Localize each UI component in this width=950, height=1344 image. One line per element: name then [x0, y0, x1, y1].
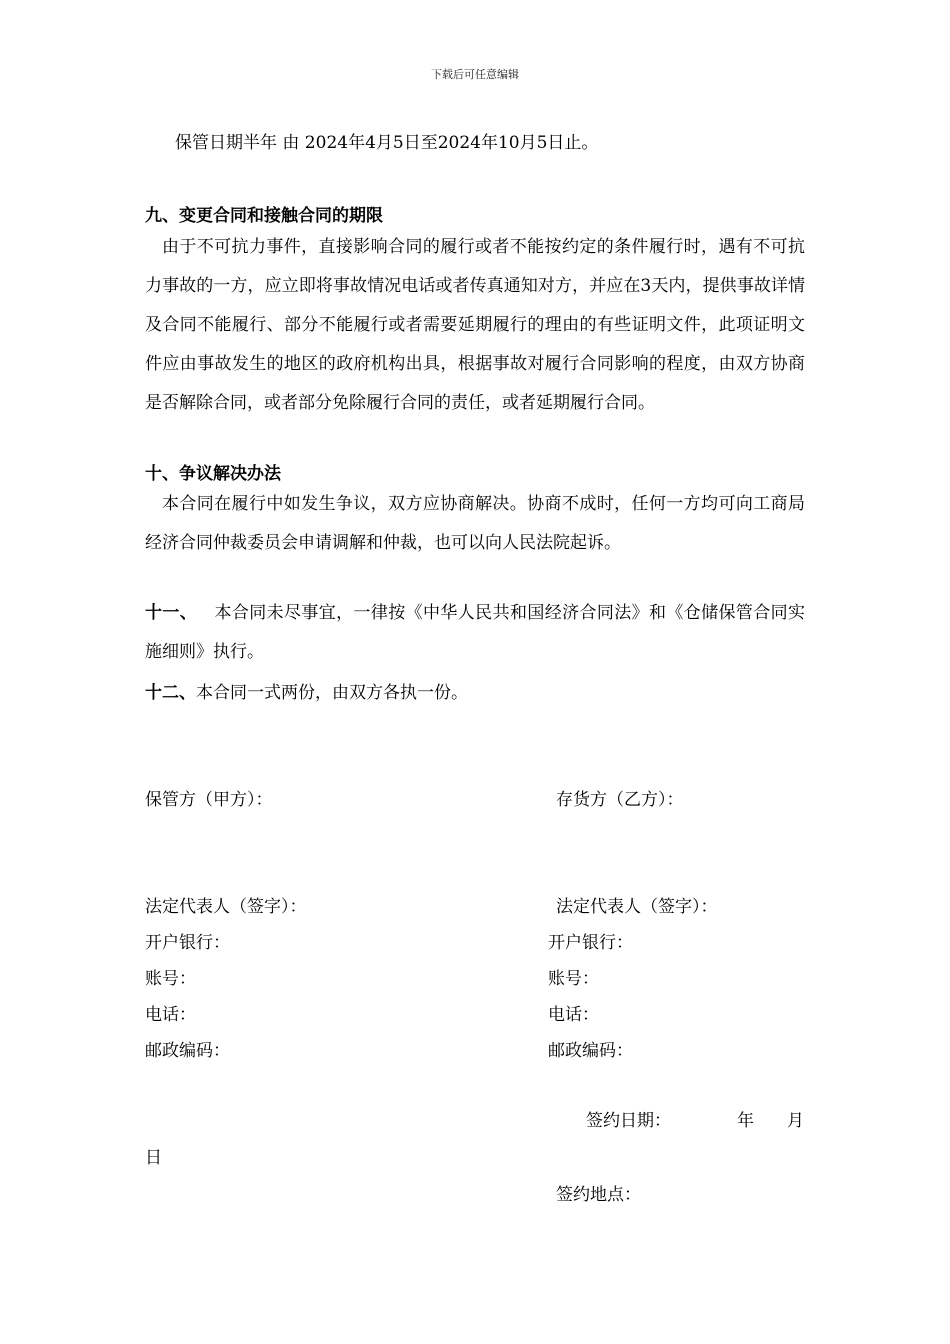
section-12-number: 十二、 — [145, 683, 196, 703]
legal-rep-b-label: 法定代表人（签字）： — [556, 897, 718, 917]
storage-period-text: 保管日期半年 由 2024年4月5日至2024年10月5日止。 — [175, 133, 599, 153]
postcode-a-label: 邮政编码： — [145, 1041, 230, 1061]
account-b-label: 账号： — [548, 969, 599, 989]
bank-a-label: 开户银行： — [145, 933, 230, 953]
section-10-title: 十、争议解决办法 — [145, 464, 281, 484]
section-12-body: 本合同一式两份，由双方各执一份。 — [196, 683, 468, 703]
section-11 — [145, 594, 805, 672]
signing-date-label: 签约日期： — [586, 1111, 671, 1131]
party-a-label: 保管方（甲方）： — [145, 790, 273, 810]
signing-place-label: 签约地点： — [556, 1185, 641, 1205]
phone-a-label: 电话： — [145, 1005, 196, 1025]
section-11-number: 十一、 — [145, 603, 198, 623]
section-9-title: 九、变更合同和接触合同的期限 — [145, 206, 383, 226]
legal-rep-a-label: 法定代表人（签字）： — [145, 897, 307, 917]
section-10-body: 本合同在履行中如发生争议，双方应协商解决。协商不成时，任何一方均可向工商局经济合同仲裁委员会申请调解和仲裁，也可以向人民法院起诉。 — [145, 494, 805, 553]
phone-b-label: 电话： — [548, 1005, 599, 1025]
section-12 — [145, 678, 468, 703]
signing-year-label: 年 — [737, 1111, 754, 1131]
party-b-label: 存货方（乙方）： — [556, 790, 684, 810]
signing-month-label: 月 — [787, 1111, 804, 1131]
bank-b-label: 开户银行： — [548, 933, 633, 953]
signing-day-label: 日 — [145, 1148, 162, 1168]
page-header: 下载后可任意编辑 — [431, 68, 519, 81]
section-9-body: 由于不可抗力事件，直接影响合同的履行或者不能按约定的条件履行时，遇有不可抗力事故的一方，应立即将事故情况电话或者传真通知对方，并应在3天内，提供事故详情及合同不能履行、部分不能履行或者需要延期履行的理由的有些证明文件，此项证明文件应由事故发生的地区的政府机构出具，根据事故对履行合同影响的程度，由双方协商是否解除合同，或者部分免除履行合同的责任，或者延期履行合同。 — [145, 237, 805, 413]
section-11-body: 本合同未尽事宜，一律按《中华人民共和国经济合同法》和《仓储保管合同实施细则》执行。 — [145, 603, 806, 662]
postcode-b-label: 邮政编码： — [548, 1041, 633, 1061]
account-a-label: 账号： — [145, 969, 196, 989]
